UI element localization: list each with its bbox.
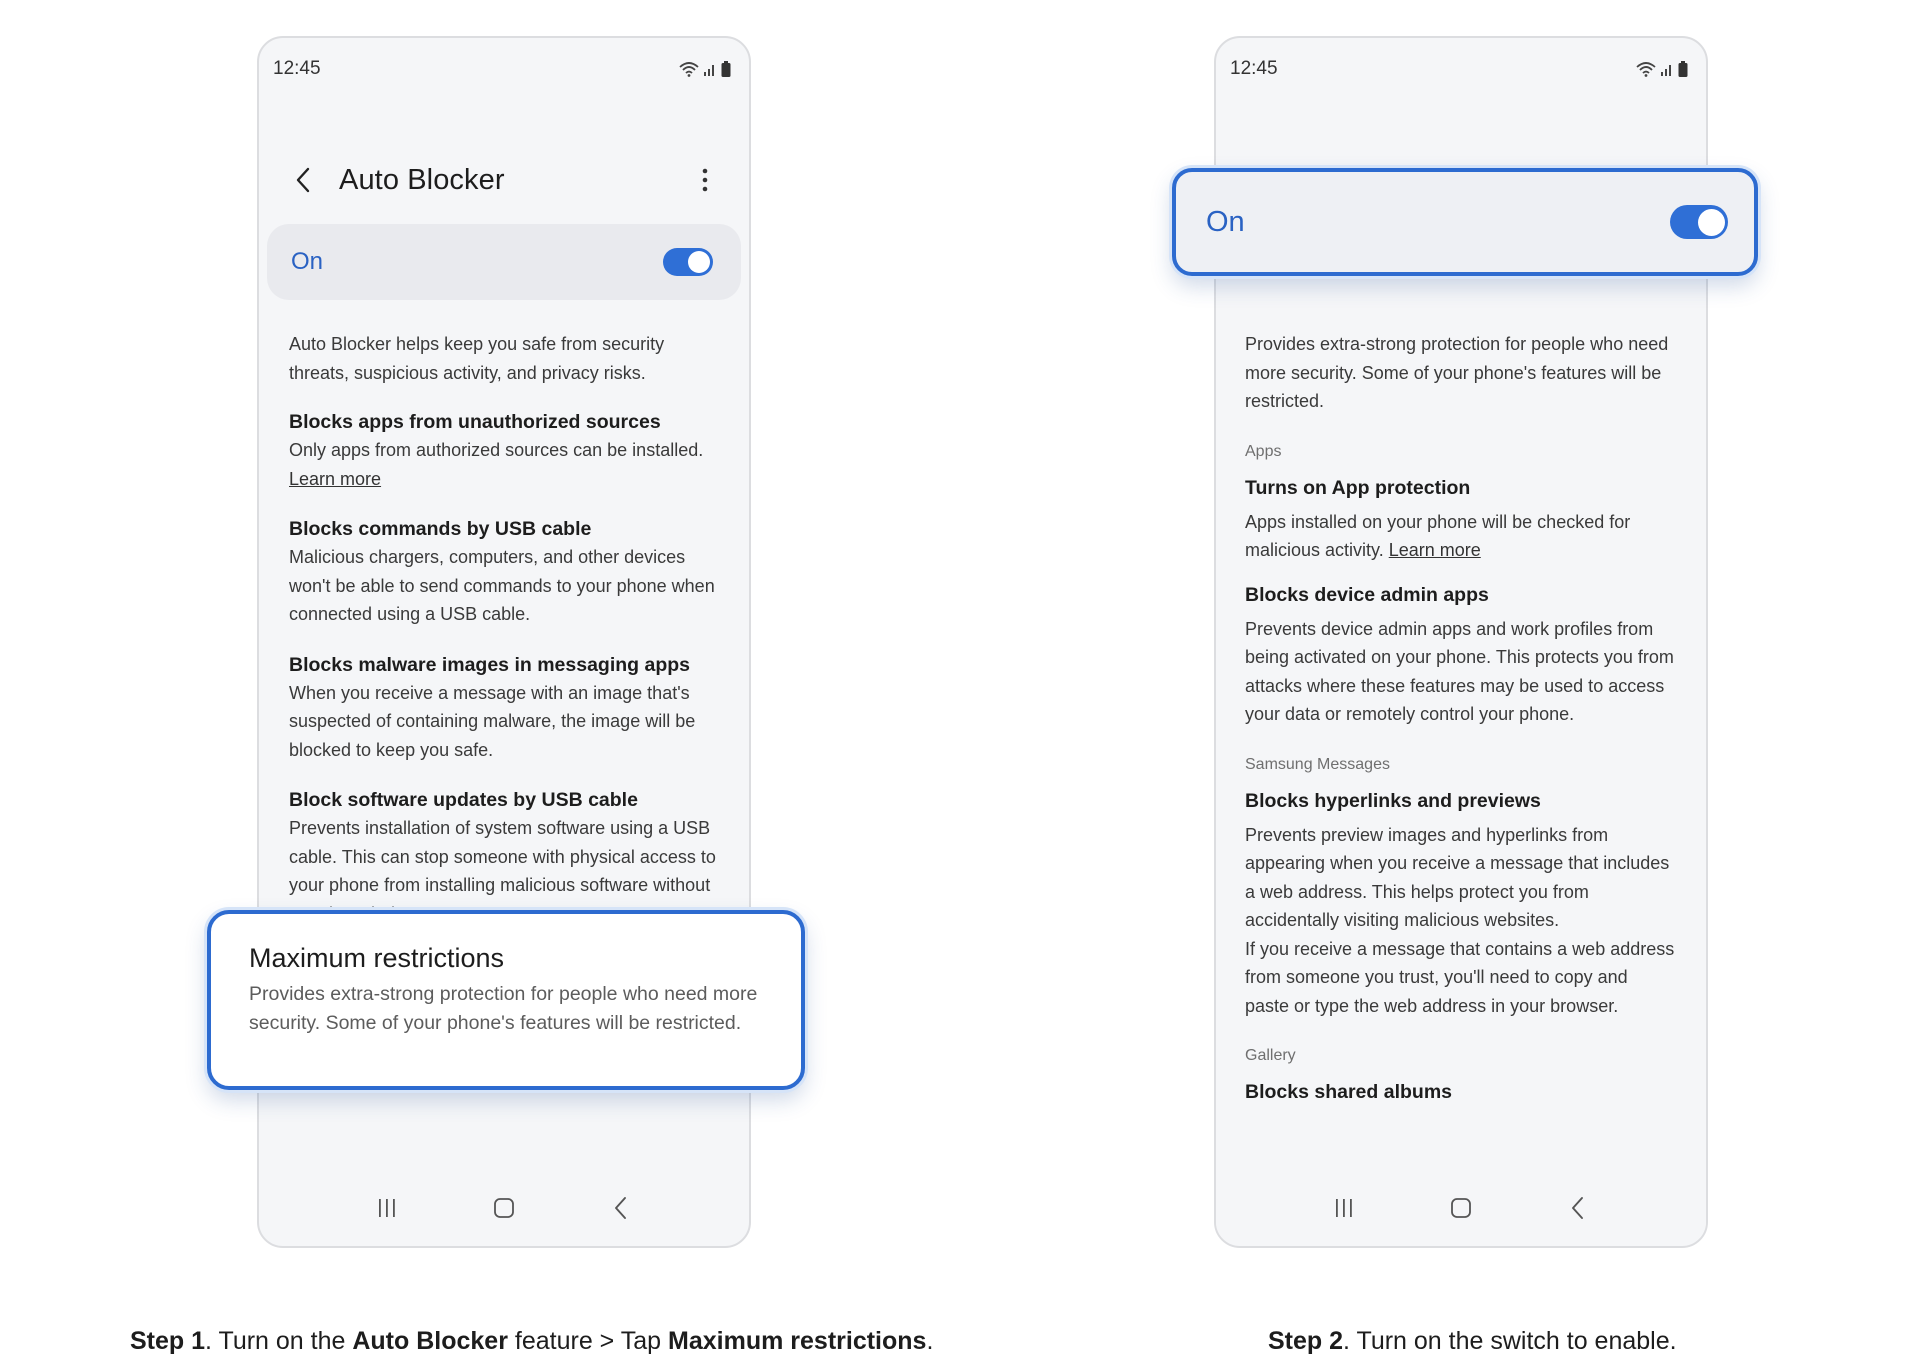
switch-knob	[1698, 209, 1725, 236]
navigation-bar	[259, 1188, 749, 1228]
caption-text: feature > Tap	[507, 1327, 669, 1355]
signal-icon	[1660, 62, 1674, 76]
recents-button[interactable]	[1324, 1188, 1364, 1228]
home-button[interactable]	[484, 1188, 524, 1228]
list-item	[1245, 1078, 1676, 1106]
section-header-gallery: Gallery	[1245, 1047, 1296, 1064]
status-time: 12:45	[1230, 58, 1278, 79]
item-body	[1245, 508, 1676, 565]
battery-icon	[721, 61, 731, 77]
caption-bold: Maximum restrictions	[668, 1327, 927, 1355]
intro-text: Auto Blocker helps keep you safe from security threats, suspicious activity, and privacy risks.	[289, 334, 665, 383]
item-title: Blocks shared albums	[1245, 1081, 1452, 1103]
item-body: Malicious chargers, computers, and other devices won't be able to send commands to your phone when connected using a USB cable.	[289, 547, 715, 624]
item-title: Blocks hyperlinks and previews	[1245, 789, 1541, 812]
nav-back-icon	[613, 1196, 629, 1220]
item-body-text: Apps installed on your phone will be checked for malicious activity.	[1245, 511, 1631, 560]
step-2-caption	[1268, 1327, 1677, 1356]
recents-icon	[376, 1197, 398, 1219]
list-item	[1245, 787, 1676, 1021]
more-options-button[interactable]	[685, 158, 725, 202]
battery-icon	[1678, 61, 1688, 77]
feature-description-list	[289, 330, 719, 928]
item-body	[289, 436, 719, 493]
nav-back-icon	[1570, 1196, 1586, 1220]
learn-more-link[interactable]: Learn more	[289, 468, 382, 489]
section-header-samsung-messages: Samsung Messages	[1245, 755, 1390, 773]
status-bar	[259, 52, 749, 86]
learn-more-link[interactable]: Learn more	[1388, 540, 1481, 560]
item-body-secondary: If you receive a message that contains a web address from someone you trust, you'll need to copy and paste or type the web address in your browser.	[1245, 938, 1675, 1016]
callout-title: Maximum restrictions	[249, 943, 505, 973]
maximum-restrictions-toggle-row[interactable]	[1172, 168, 1758, 276]
switch-knob	[688, 251, 710, 273]
item-body: When you receive a message with an image that's suspected of containing malware, the image will be blocked to keep you safe.	[289, 682, 696, 760]
status-time: 12:45	[273, 58, 321, 79]
section-header-apps: Apps	[1245, 442, 1282, 460]
item-title: Block software updates by USB cable	[289, 789, 638, 811]
caption-step: Step 1	[130, 1327, 206, 1355]
item-title: Blocks malware images in messaging apps	[289, 653, 690, 676]
intro-text: Provides extra-strong protection for people who need more security. Some of your phone's features will be restricted.	[1245, 334, 1669, 411]
app-header	[259, 148, 749, 212]
page-title: Auto Blocker	[339, 163, 505, 196]
item-title: Blocks apps from unauthorized sources	[289, 411, 661, 433]
item-title: Blocks device admin apps	[1245, 583, 1489, 606]
recents-button[interactable]	[367, 1188, 407, 1228]
more-vertical-icon	[702, 168, 708, 192]
item-body-text: Only apps from authorized sources can be installed.	[289, 440, 704, 460]
caption-step: Step 2	[1268, 1327, 1344, 1355]
caption-text: . Turn on the switch to enable.	[1343, 1327, 1677, 1355]
auto-blocker-toggle-row[interactable]	[267, 224, 741, 300]
wifi-icon	[679, 61, 699, 77]
chevron-left-icon	[295, 167, 311, 193]
signal-icon	[703, 62, 717, 76]
toggle-label: On	[1206, 205, 1245, 238]
status-bar	[1216, 52, 1706, 86]
callout-body: Provides extra-strong protection for people who need more security. Some of your phone's features will be restricted.	[249, 983, 758, 1034]
home-button[interactable]	[1441, 1188, 1481, 1228]
list-item	[289, 408, 719, 493]
item-title: Turns on App protection	[1245, 476, 1471, 499]
home-icon	[493, 1197, 515, 1219]
step-1-caption	[130, 1327, 933, 1356]
nav-back-button[interactable]	[601, 1188, 641, 1228]
home-icon	[1450, 1197, 1472, 1219]
status-icons	[1636, 61, 1688, 77]
navigation-bar	[1216, 1178, 1706, 1238]
auto-blocker-switch[interactable]	[663, 248, 713, 276]
restrictions-description-list	[1245, 330, 1676, 1106]
caption-text: .	[926, 1327, 934, 1355]
list-item	[289, 515, 719, 629]
back-button[interactable]	[281, 158, 325, 202]
list-item	[289, 651, 719, 765]
status-icons	[679, 61, 731, 77]
item-body: Prevents device admin apps and work profiles from being activated on your phone. This protects you from attacks where these features may be used to access your data or remotely control your phone.	[1245, 618, 1674, 724]
list-item	[1245, 581, 1676, 729]
wifi-icon	[1636, 61, 1656, 77]
caption-bold: Auto Blocker	[352, 1327, 508, 1355]
maximum-restrictions-card[interactable]	[207, 910, 805, 1090]
caption-text: . Turn on the	[205, 1327, 353, 1355]
nav-back-button[interactable]	[1558, 1188, 1598, 1228]
item-title: Blocks commands by USB cable	[289, 518, 592, 540]
item-body: Prevents installation of system software using a USB cable. This can stop someone with physical access to your phone from installing malicious software without	[289, 818, 716, 895]
item-body: Prevents preview images and hyperlinks from appearing when you receive a message that includes a web address. This helps protect you from accidentally visiting malicious websites.	[1245, 824, 1670, 930]
recents-icon	[1333, 1197, 1355, 1219]
toggle-label: On	[291, 248, 324, 275]
maximum-restrictions-switch[interactable]	[1670, 205, 1728, 239]
list-item	[289, 786, 719, 928]
list-item	[1245, 474, 1676, 565]
